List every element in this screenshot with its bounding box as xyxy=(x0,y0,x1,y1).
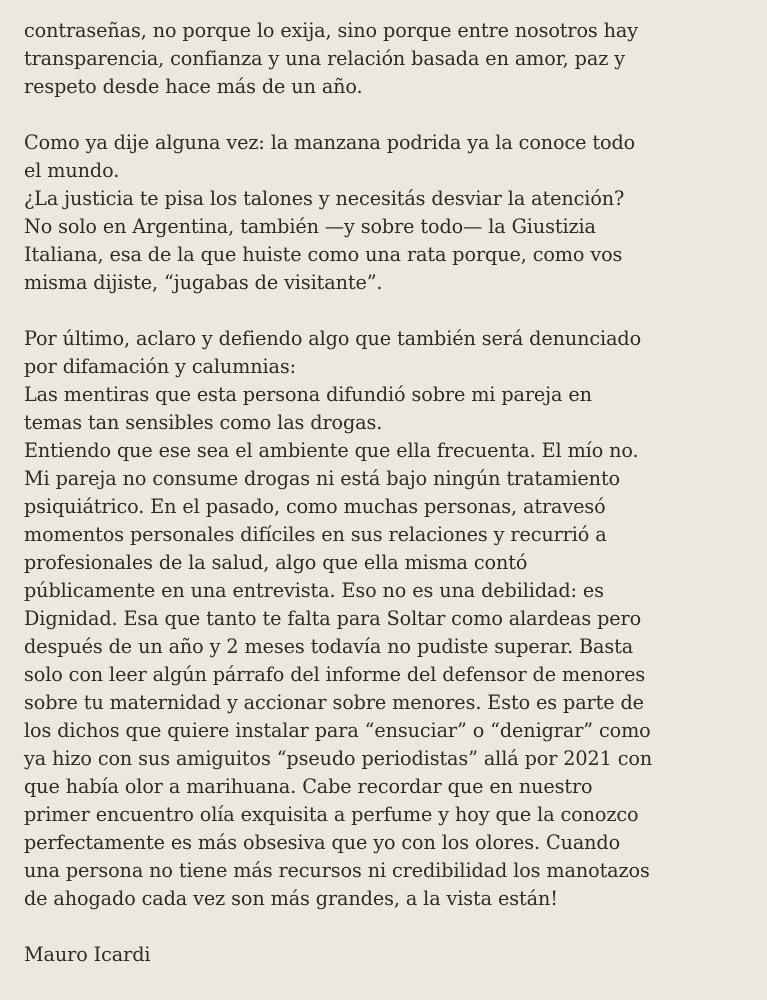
paragraph-3 xyxy=(24,325,754,913)
text-line: Mi pareja no consume drogas ni está bajo ningún tratamiento xyxy=(24,467,621,490)
text-line: por difamación y calumnias: xyxy=(24,355,296,378)
text-line: Por último, aclaro y defiendo algo que también será denunciado xyxy=(24,327,642,350)
text-line: primer encuentro olía exquisita a perfume y hoy que la conozco xyxy=(24,803,639,826)
text-line: el mundo. xyxy=(24,159,120,182)
text-line: profesionales de la salud, algo que ella misma contó xyxy=(24,551,528,574)
text-line: los dichos que quiere instalar para “ensuciar” o “denigrar” como xyxy=(24,719,651,742)
text-line: Entiendo que ese sea el ambiente que ella frecuenta. El mío no. xyxy=(24,439,639,462)
letter-body xyxy=(24,17,754,969)
paragraph-2 xyxy=(24,129,754,297)
text-line: de ahogado cada vez son más grandes, a la vista están! xyxy=(24,887,558,910)
text-line: momentos personales difíciles en sus relaciones y recurrió a xyxy=(24,523,607,546)
text-line: contraseñas, no porque lo exija, sino porque entre nosotros hay xyxy=(24,19,638,42)
text-line: una persona no tiene más recursos ni credibilidad los manotazos xyxy=(24,859,650,882)
text-line: Como ya dije alguna vez: la manzana podrida ya la conoce todo xyxy=(24,131,636,154)
signature: Mauro Icardi xyxy=(24,943,151,966)
text-line: perfectamente es más obsesiva que yo con los olores. Cuando xyxy=(24,831,621,854)
text-line: Italiana, esa de la que huiste como una rata porque, como vos xyxy=(24,243,623,266)
text-line: solo con leer algún párrafo del informe del defensor de menores xyxy=(24,663,646,686)
text-line: sobre tu maternidad y accionar sobre menores. Esto es parte de xyxy=(24,691,644,714)
text-line: respeto desde hace más de un año. xyxy=(24,75,363,98)
text-line: Las mentiras que esta persona difundió sobre mi pareja en xyxy=(24,383,592,406)
text-line: psiquiátrico. En el pasado, como muchas personas, atravesó xyxy=(24,495,606,518)
text-line: No solo en Argentina, también —y sobre todo— la Giustizia xyxy=(24,215,596,238)
text-line: públicamente en una entrevista. Eso no es una debilidad: es xyxy=(24,579,604,602)
text-line: ya hizo con sus amiguitos “pseudo periodistas” allá por 2021 con xyxy=(24,747,653,770)
paragraph-1 xyxy=(24,17,754,101)
text-line: transparencia, confianza y una relación basada en amor, paz y xyxy=(24,47,625,70)
text-line: ¿La justicia te pisa los talones y necesitás desviar la atención? xyxy=(24,187,625,210)
text-line: misma dijiste, “jugabas de visitante”. xyxy=(24,271,383,294)
text-line: temas tan sensibles como las drogas. xyxy=(24,411,383,434)
text-line: Dignidad. Esa que tanto te falta para Soltar como alardeas pero xyxy=(24,607,642,630)
text-line: que había olor a marihuana. Cabe recordar que en nuestro xyxy=(24,775,593,798)
letter-paragraphs xyxy=(24,17,754,913)
text-line: después de un año y 2 meses todavía no pudiste superar. Basta xyxy=(24,635,634,658)
